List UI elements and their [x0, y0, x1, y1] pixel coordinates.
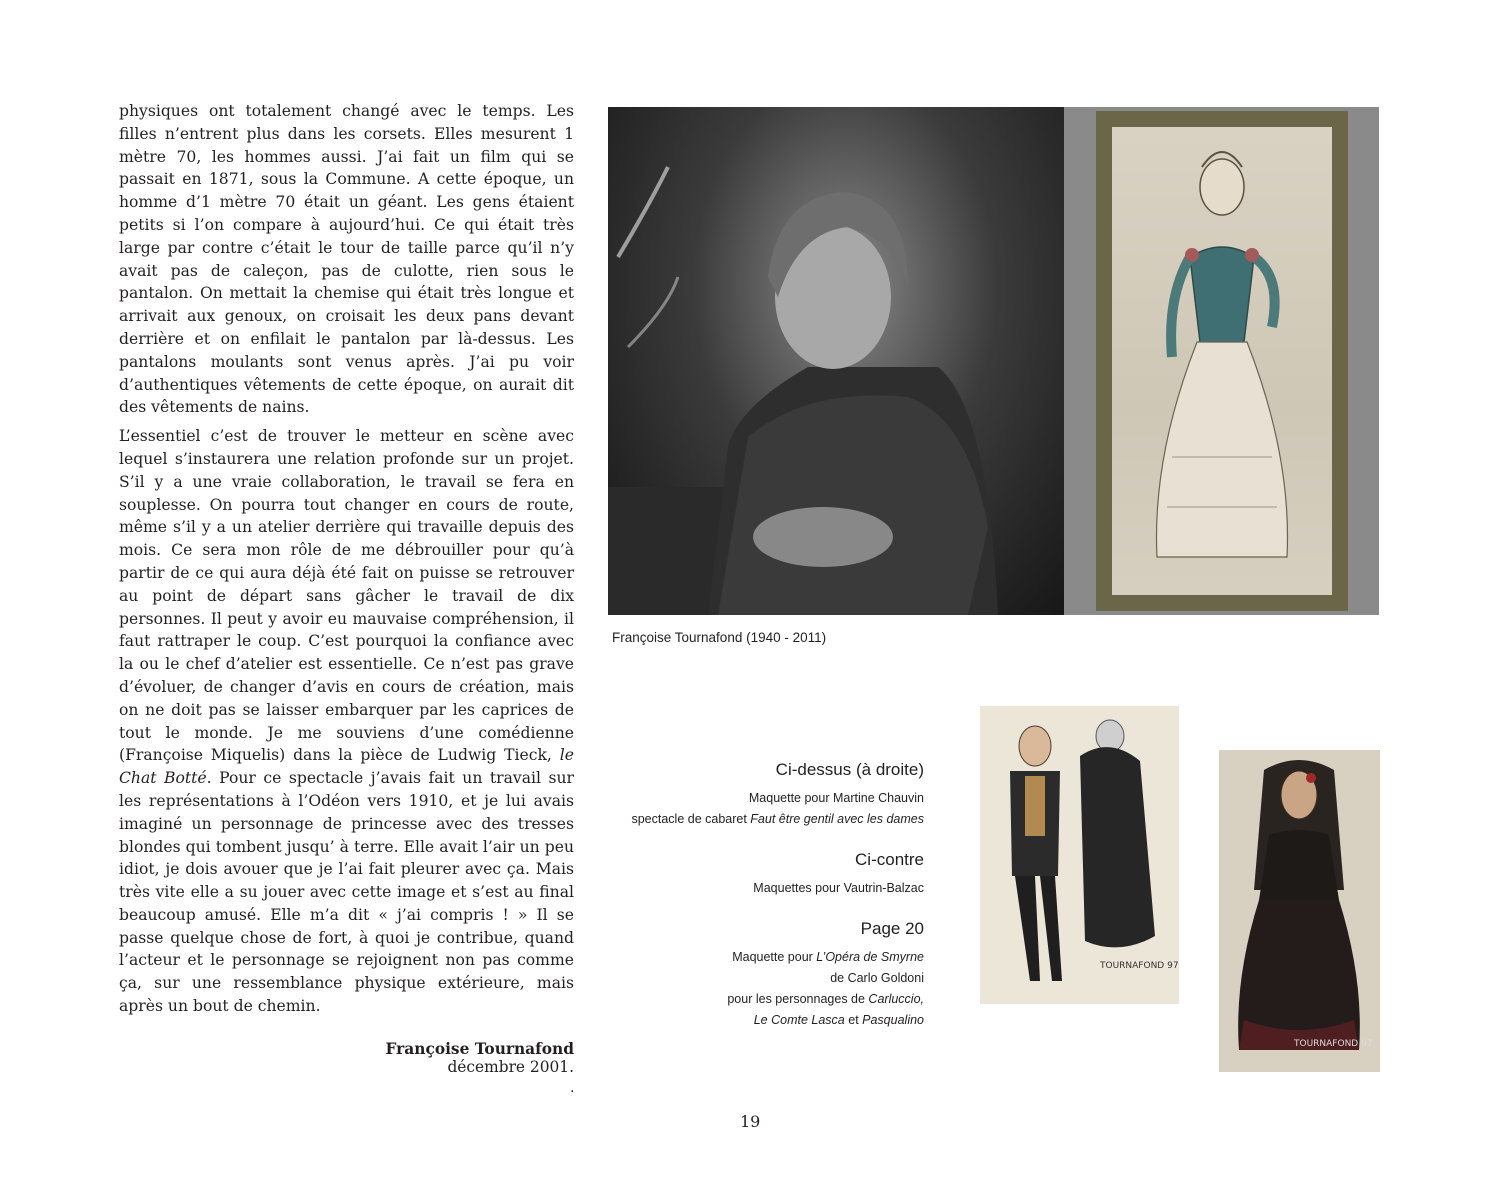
play-title: le Chat Botté: [119, 746, 574, 788]
caption-page-20-heading: Page 20: [860, 919, 924, 938]
caption-above-show-title: Faut être gentil avec les dames: [750, 812, 924, 826]
caption-page-20: [584, 919, 924, 1031]
trailing-dot: .: [570, 1080, 575, 1096]
photo-caption: Françoise Tournafond (1940 - 2011): [612, 630, 827, 645]
caption-page-20-line-1-prefix: Maquette pour: [732, 950, 817, 964]
image-captions: [584, 760, 924, 1051]
signature-date: décembre 2001.: [447, 1058, 574, 1076]
cabaret-costume-sketch: [1112, 127, 1332, 595]
caption-above-line-2-prefix: spectacle de cabaret: [631, 812, 751, 826]
portrait-illustration: [608, 107, 1064, 615]
caption-page-20-character-1: Carluccio,: [868, 992, 924, 1006]
caption-page-20-character-2: Le Comte Lasca: [753, 1013, 845, 1027]
paragraph-2-part-a: L’essentiel c’est de trouver le metteur en scène avec lequel s’instaurera une relation profonde sur un projet. S’il y a une vraie collaboration, le travail se fera en souplesse. On pourra tout changer en cours de route, même s’il y a un atelier derrière qui travaille depuis des mois. Ce sera mon rôle de me débrouiller pour qu’à partir de ce qui aura déjà été fait on puisse se retrouver au point de départ sans gâcher le travail de dix personnes. Il peut y avoir eu mauvaise compréhension, il faut rattraper le coup. C’est pourquoi la confiance avec la ou le chef d’atelier est essentielle. Ce n’est pas grave d’évoluer, de changer d’avis en cours de création, mais on ne doit pas se laisser embarquer par les caprices de tout le monde. Je me souviens d’une comédienne (Françoise Miquelis) dans la pièce de Ludwig Tieck,: [119, 427, 574, 765]
caption-opposite: [584, 850, 924, 899]
body-text: [119, 100, 574, 1024]
caption-page-20-line-1: [584, 947, 924, 968]
page-number: 19: [740, 1112, 761, 1131]
vautrin-sketch-signature: TOURNAFOND 97: [1100, 961, 1179, 971]
caption-page-20-line-4-mid: et: [844, 1013, 863, 1027]
author-name: Françoise Tournafond: [385, 1040, 574, 1058]
caption-above: [584, 760, 924, 830]
caption-opposite-line-1: Maquettes pour Vautrin-Balzac: [753, 881, 924, 895]
paragraph-2: [119, 425, 574, 1018]
paragraph-1: physiques ont totalement changé avec le temps. Les filles n’entrent plus dans les corsets. Elles mesurent 1 mètre 70, les hommes aussi. J’ai fait un film qui se passait en 1871, sous la Commune. A cette époque, un homme d’1 mètre 70 était un géant. Les gens étaient petits si l’on compare à aujourd’hui. Ce qui était très large par contre c’était le tour de taille parce qu’il n’y avait pas de caleçon, pas de culotte, rien sous le pantalon. On mettait la chemise qui était très longue et arrivait aux genoux, on croisait les deux pans devant derrière et on enfilait le pantalon par là-dessus. Les pantalons moulants sont venus après. J’ai pu voir d’authentiques vêtements de cette époque, on aurait dit des vêtements de nains.: [119, 102, 574, 417]
pasqualino-costume-sketch: [1219, 750, 1380, 1072]
signature-block: [386, 1040, 574, 1076]
vautrin-drawing: [980, 706, 1179, 1004]
caption-page-20-line-4: [584, 1010, 924, 1031]
portrait-photo: [608, 107, 1064, 615]
caption-page-20-line-3: [584, 989, 924, 1010]
costume-sketch-frame: [1064, 107, 1379, 615]
caption-page-20-opera-title: L’Opéra de Smyrne: [816, 950, 924, 964]
woman-in-dress-drawing: [1219, 750, 1380, 1072]
caption-page-20-line-3-prefix: pour les personnages de: [727, 992, 869, 1006]
caption-opposite-heading: Ci-contre: [855, 850, 924, 869]
caption-page-20-line-2: de Carlo Goldoni: [830, 971, 924, 985]
caption-above-line-1: Maquette pour Martine Chauvin: [748, 791, 924, 805]
caption-above-heading: Ci-dessus (à droite): [775, 760, 924, 779]
sketch-mat: [1096, 111, 1348, 611]
caption-page-20-character-3: Pasqualino: [862, 1013, 924, 1027]
girl-sketch-signature: TOURNAFOND 97: [1294, 1039, 1373, 1049]
vautrin-costume-sketch: [980, 706, 1179, 1004]
paragraph-2-part-b: . Pour ce spectacle j’avais fait un travail sur les représentations à l’Odéon vers 1910, et je lui avais imaginé un personnage de princesse avec des tresses blondes qui tombent jusqu’ à terre. Elle avait l’air un peu idiot, je dois avouer que je l’ai fait pleurer avec ça. Mais très vite elle a su jouer avec cette image et s’est au final beaucoup amusé. Elle m’a dit « j’ai compris ! » Il se passe quelque chose de fort, à quoi je contribue, quand l’acteur et le personnage se rejoignent non pas comme ça, sur une ressemblance physique extérieure, mais après un bout de chemin.: [119, 769, 574, 1016]
dancer-drawing: [1112, 127, 1332, 595]
caption-above-line-2: [584, 809, 924, 830]
